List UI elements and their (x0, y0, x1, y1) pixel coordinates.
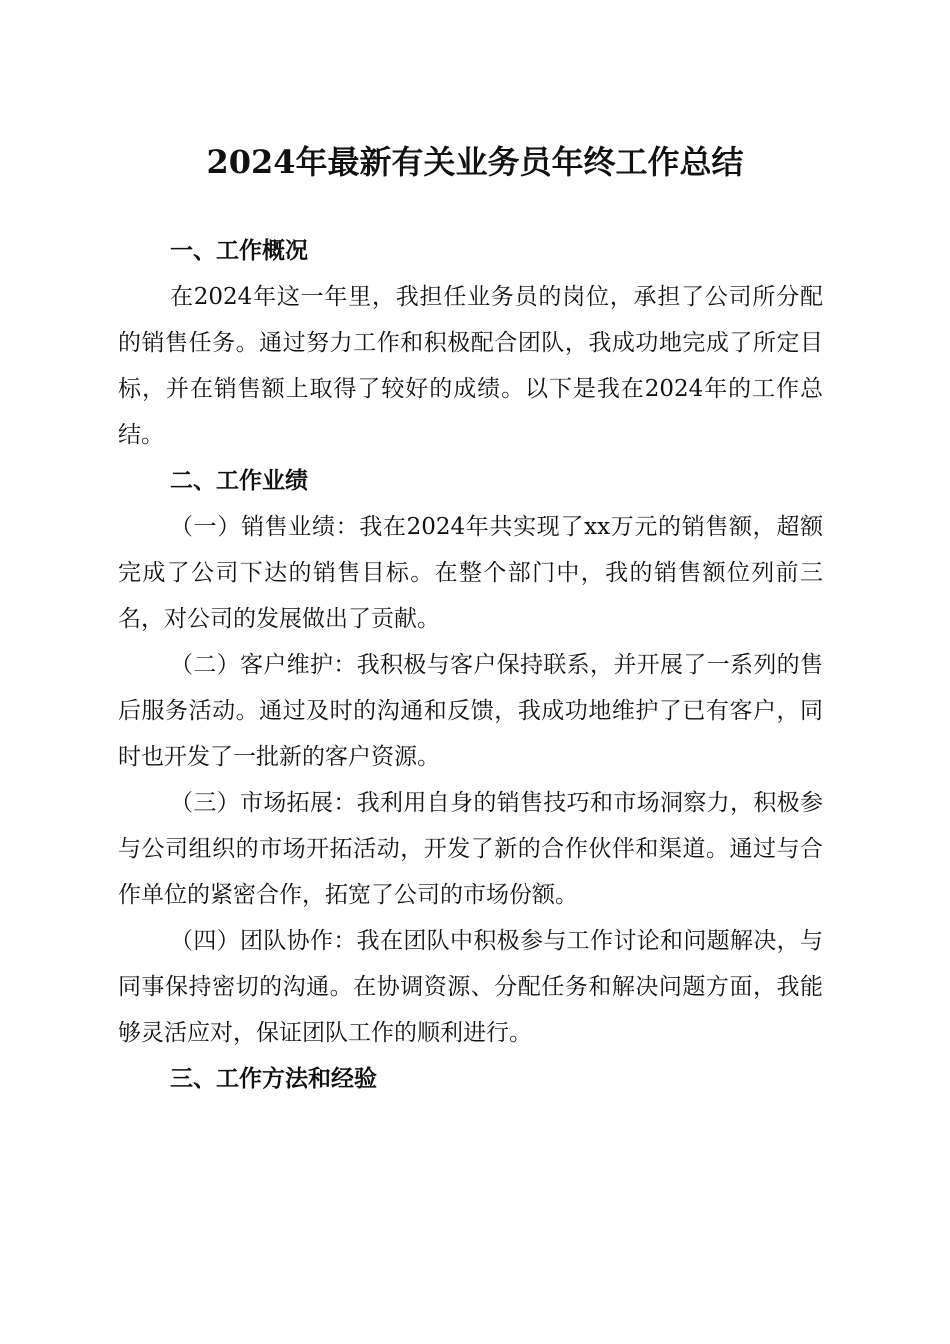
section-heading-overview: 一、工作概况 (170, 238, 308, 264)
section-heading-methods: 三、工作方法和经验 (170, 1066, 377, 1092)
performance-item-sales: （一）销售业绩：我在2024年共实现了xx万元的销售额，超额完成了公司下达的销售目标。在整个部门中，我的销售额位列前三名，对公司的发展做出了贡献。 (118, 514, 823, 632)
section-heading-performance: 二、工作业绩 (170, 468, 308, 494)
performance-item-team: （四）团队协作：我在团队中积极参与工作讨论和问题解决，与同事保持密切的沟通。在协调资源、分配任务和解决问题方面，我能够灵活应对，保证团队工作的顺利进行。 (118, 928, 823, 1046)
document-title: 2024年最新有关业务员年终工作总结 (206, 143, 744, 181)
overview-paragraph: 在2024年这一年里，我担任业务员的岗位，承担了公司所分配的销售任务。通过努力工作和积极配合团队，我成功地完成了所定目标，并在销售额上取得了较好的成绩。以下是我在2024年的工作总结。 (118, 284, 823, 448)
document-body (118, 228, 823, 1102)
performance-item-customer: （二）客户维护：我积极与客户保持联系，并开展了一系列的售后服务活动。通过及时的沟通和反馈，我成功地维护了已有客户，同时也开发了一批新的客户资源。 (118, 652, 823, 770)
performance-item-market: （三）市场拓展：我利用自身的销售技巧和市场洞察力，积极参与公司组织的市场开拓活动，开发了新的合作伙伴和渠道。通过与合作单位的紧密合作，拓宽了公司的市场份额。 (118, 790, 823, 908)
